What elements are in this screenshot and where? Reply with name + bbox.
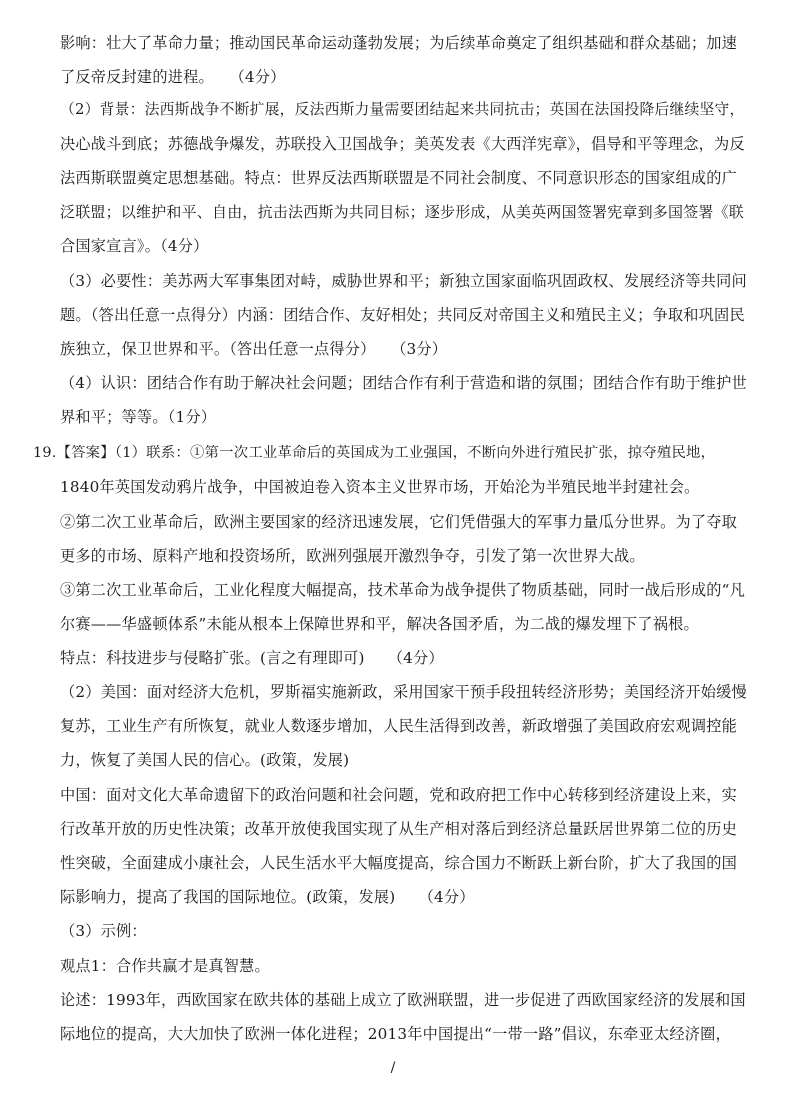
text-line: （4）认识：团结合作有助于解决社会问题；团结合作有利于营造和谐的氛围；团结合作有助于维护世 [60,374,747,392]
text-line: 更多的市场、原料产地和投资场所，欧洲列强展开激烈争夺，引发了第一次世界大战。 [60,547,645,565]
text-line: 际地位的提高，大大加快了欧洲一体化进程；2013年中国提出“一带一路”倡议，东牵亚太经济圈， [60,1025,731,1043]
text-line: 了反帝反封建的进程。 （4分） [60,68,286,86]
text-line: 论述：1993年，西欧国家在欧共体的基础上成立了欧洲联盟，进一步促进了西欧国家经济的发展和国 [60,991,746,1009]
text-line: 影响：壮大了革命力量；推动国民革命运动蓬勃发展；为后续革命奠定了组织基础和群众基础；加速 [60,34,738,52]
text-line: 族独立，保卫世界和平。（答出任意一点得分） （3分） [60,340,448,358]
text-line: ③第二次工业革命后，工业化程度大幅提高，技术革命为战争提供了物质基础，同时一战后形成的“凡 [60,581,746,599]
text-line: 观点1：合作共赢才是真智慧。 [60,957,270,975]
text-line: 法西斯联盟奠定思想基础。特点：世界反法西斯联盟是不同社会制度、不同意识形态的国家组成的广 [60,169,738,187]
text-line: 行改革开放的历史性决策；改革开放使我国实现了从生产相对落后到经济总量跃居世界第二位的历史 [60,820,738,838]
text-line: （2）美国：面对经济大危机，罗斯福实施新政，采用国家干预手段扭转经济形势；美国经济开始缓慢 [60,683,747,701]
text-line: （3）示例： [60,922,147,940]
text-line: ②第二次工业革命后，欧洲主要国家的经济迅速发展，它们凭借强大的军事力量瓜分世界。为了夺取 [60,513,738,531]
text-line: 1840年英国发动鸦片战争，中国被迫卷入资本主义世界市场，开始沦为半殖民地半封建社会。 [60,478,700,496]
text-line: 尔赛——华盛顿体系”未能从根本上保障世界和平，解决各国矛盾，为二战的爆发埋下了祸根。 [60,615,699,633]
text-line: 力，恢复了美国人民的信心。(政策，发展) [60,751,350,769]
text-line: （2）背景：法西斯战争不断扩展，反法西斯力量需要团结起来共同抗击；英国在法国投降后继续坚守， [60,101,745,118]
text-line: 特点：科技进步与侵略扩张。(言之有理即可) （4分） [60,649,444,667]
page-number: / [390,1060,396,1076]
text-line: 界和平；等等。（1分） [60,408,217,426]
text-line: 性突破，全面建成小康社会，人民生活水平大幅度提高，综合国力不断跃上新台阶，扩大了我国的国 [60,854,738,872]
text-line: 际影响力，提高了我国的国际地位。(政策，发展) （4分） [60,888,475,906]
text-line: 泛联盟；以维护和平、自由，抗击法西斯为共同目标；逐步形成，从美英两国签署宪章到多国签署《联 [60,203,745,221]
text-line: 题。（答出任意一点得分）内涵：团结合作、友好相处；共同反对帝国主义和殖民主义；争取和巩固民 [60,306,745,324]
text-line: （3）必要性：美苏两大军事集团对峙，威胁世界和平；新独立国家面临巩固政权、发展经济等共同问 [60,272,747,290]
text-line: 中国：面对文化大革命遗留下的政治问题和社会问题，党和政府把工作中心转移到经济建设上来，实 [60,786,738,804]
text-line: 复苏，工业生产有所恢复，就业人数逐步增加，人民生活得到改善，新政增强了美国政府宏观调控能 [60,717,738,735]
question-19-heading: 19.【答案】（1）联系：①第一次工业革命后的英国成为工业强国，不断向外进行殖民扩张，掠夺殖民地， [33,445,716,461]
text-line: 决心战斗到底；苏德战争爆发，苏联投入卫国战争；美英发表《大西洋宪章》，倡导和平等理念，为反 [60,135,745,153]
text-line: 合国家宣言》。（4分） [60,237,209,255]
